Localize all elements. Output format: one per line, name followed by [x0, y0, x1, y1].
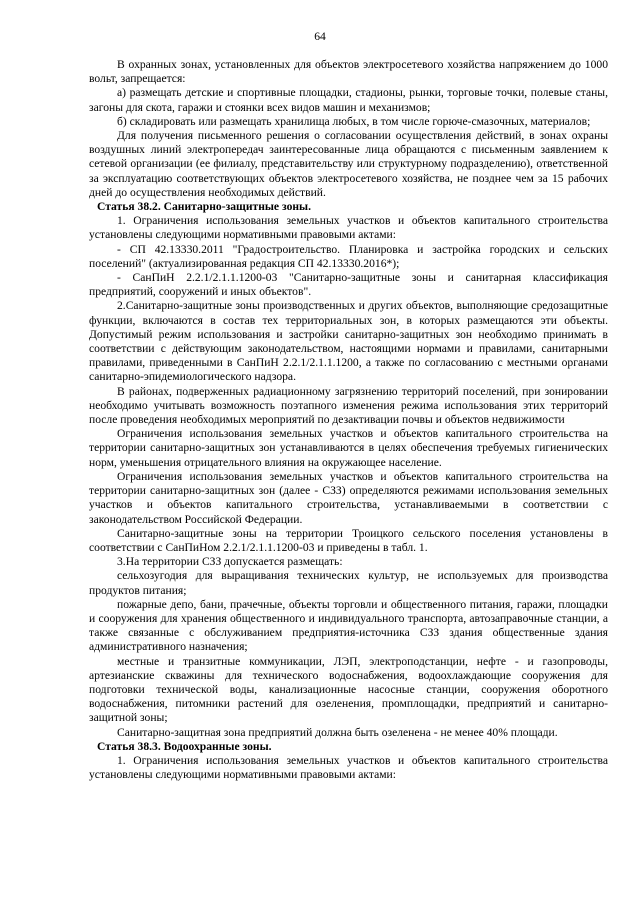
paragraph-10: Ограничения использования земельных участков и объектов капитального строительства на территории санитарно-защитных зон устанавливаются в целях обеспечения требуемых гигиенических норм, уменьшения отрицательного влияния на окружающее население.	[89, 427, 608, 469]
document-body	[89, 58, 608, 782]
paragraph-2: а) размещать детские и спортивные площадки, стадионы, рынки, торговые точки, полевые станы, загоны для скота, гаражи и стоянки всех видов машин и механизмов;	[89, 86, 608, 114]
paragraph-11: Ограничения использования земельных участков и объектов капитального строительства на территории санитарно-защитных зон (далее - СЗЗ) определяются режимами использования земельных участков и объектов капитального строительства, устанавливаемыми в соответствии с законодательством Российской Федерации.	[89, 469, 608, 526]
paragraph-16: местные и транзитные коммуникации, ЛЭП, электроподстанции, нефте - и газопроводы, артезианские скважины для технического водоснабжения, водоохлаждающие сооружения для подготовки технической воды, канализационные насосные станции, сооружения оборотного водоснабжения, питомники растений для озеленения, промплощадки, предприятий и санитарно-защитной зоны;	[89, 654, 608, 725]
paragraph-18: 1. Ограничения использования земельных участков и объектов капитального строительства установлены следующими нормативными правовыми актами:	[89, 753, 608, 782]
paragraph-12: Санитарно-защитные зоны на территории Троицкого сельского поселения установлены в соответствии с СанПиНом 2.2.1/2.1.1.1200-03 и приведены в табл. 1.	[89, 526, 608, 554]
paragraph-6: - СП 42.13330.2011 "Градостроительство. Планировка и застройка городских и сельских поселений" (актуализированная редакция СП 42.13330.2016*);	[89, 242, 608, 270]
paragraph-9: В районах, подверженных радиационному загрязнению территорий поселений, при зонировании необходимо учитывать возможность поэтапного изменения режима использования этих территорий после проведения необходимых мероприятий по дезактивации почвы и объектов недвижимости	[89, 384, 608, 427]
heading-article-38-2: Статья 38.2. Санитарно-защитные зоны.	[97, 200, 311, 214]
paragraph-5: 1. Ограничения использования земельных участков и объектов капитального строительства установлены следующими нормативными правовыми актами:	[89, 214, 608, 242]
paragraph-3: б) складировать или размещать хранилища любых, в том числе горюче-смазочных, материалов;	[117, 114, 591, 128]
paragraph-13: 3.На территории СЗЗ допускается размещать:	[117, 555, 343, 569]
paragraph-7: - СанПиН 2.2.1/2.1.1.1200-03 "Санитарно-защитные зоны и санитарная классификация предприятий, сооружений и иных объектов".	[89, 271, 608, 299]
paragraph-8: 2.Санитарно-защитные зоны производственных и других объектов, выполняющие средозащитные функции, включаются в состав тех территориальных зон, в которых размещаются эти объекты. Допустимый режим использования и застройки санитарно-защитных зон необходимо принимать в соответствии с действующим законодательством, настоящими нормами и правилами, санитарными правилами, приведенными в СанПиН 2.2.1/2.1.1.1200, а также по согласованию с местными органами санитарно-эпидемиологического надзора.	[89, 299, 608, 384]
page-number: 64	[314, 30, 326, 43]
heading-article-38-3: Статья 38.3. Водоохранные зоны.	[97, 739, 272, 753]
paragraph-14: сельхозугодия для выращивания технических культур, не используемых для производства продуктов питания;	[89, 569, 608, 597]
paragraph-1: В охранных зонах, установленных для объектов электросетевого хозяйства напряжением до 1000 вольт, запрещается:	[89, 58, 608, 86]
paragraph-15: пожарные депо, бани, прачечные, объекты торговли и общественного питания, гаражи, площадки и сооружения для хранения общественного и индивидуального транспорта, автозаправочные станции, а также связанные с обслуживанием предприятия-источника СЗЗ здания общественные здания административного назначения;	[89, 597, 608, 654]
paragraph-4: Для получения письменного решения о согласовании осуществления действий, в зонах охраны воздушных линий электропередач заинтересованные лица обращаются с письменным заявлением к сетевой организации (ее филиалу, представительству или структурному подразделению), ответственной за эксплуатацию соответствующих объектов электросетевого хозяйства, не позднее чем за 15 рабочих дней до осуществления необходимых действий.	[89, 129, 608, 199]
paragraph-17: Санитарно-защитная зона предприятий должна быть озеленена - не менее 40% площади.	[117, 725, 558, 739]
